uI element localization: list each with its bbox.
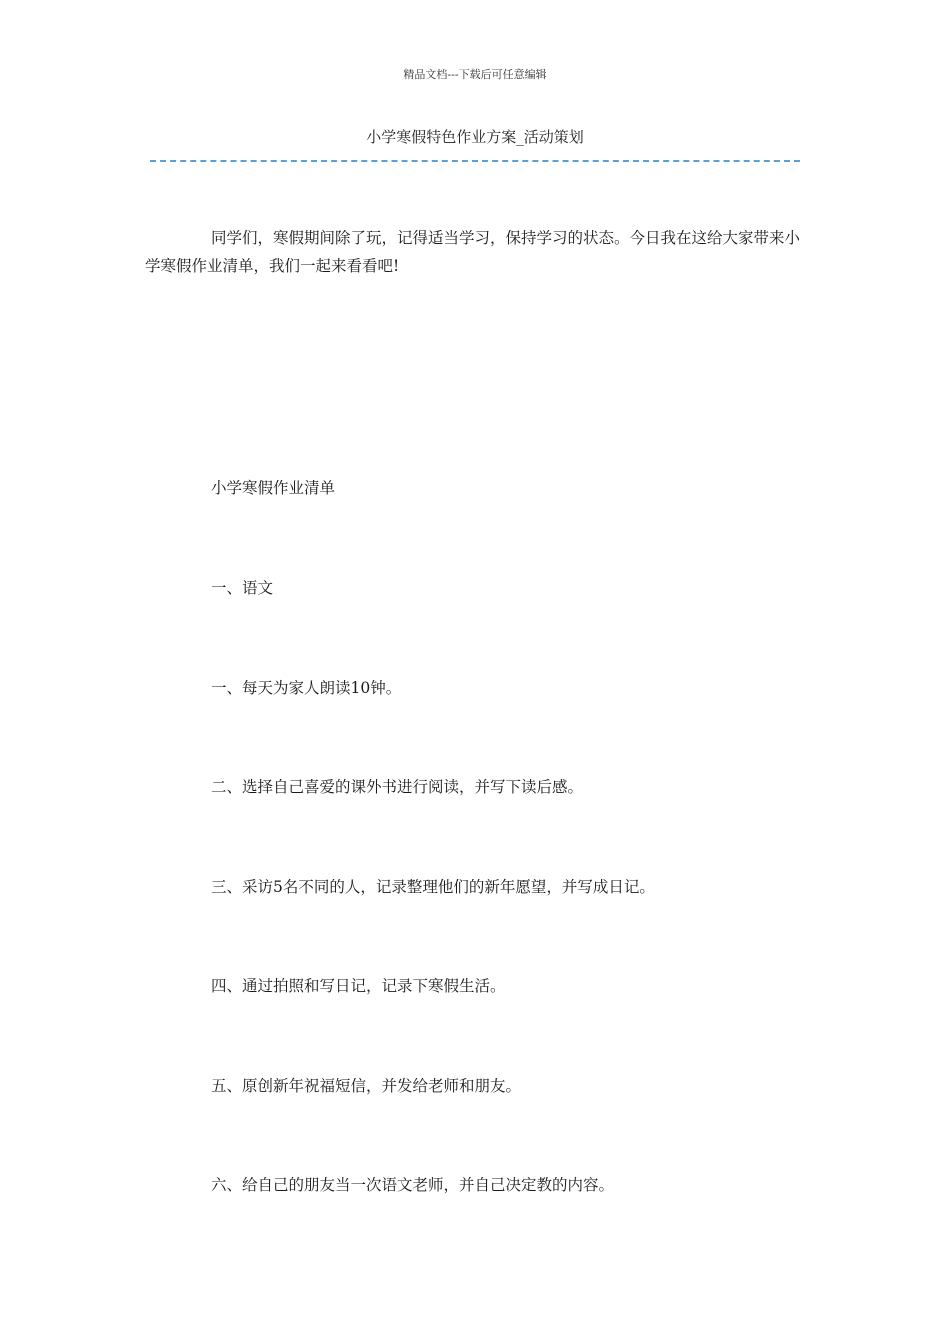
title-divider [150, 160, 800, 162]
document-title: 小学寒假特色作业方案_活动策划 [366, 128, 584, 146]
section-heading: 小学寒假作业清单 [211, 479, 336, 497]
subject-heading: 一、语文 [211, 579, 274, 597]
list-item: 五、原创新年祝福短信，并发给老师和朋友。 [211, 1077, 522, 1095]
list-item: 二、选择自己喜爱的课外书进行阅读，并写下读后感。 [211, 778, 584, 796]
list-item: 三、采访5名不同的人，记录整理他们的新年愿望，并写成日记。 [211, 878, 655, 896]
intro-paragraph: 同学们，寒假期间除了玩，记得适当学习，保持学习的状态。今日我在这给大家带来小学寒假作业清单，我们一起来看看吧! [145, 229, 801, 275]
list-item: 六、给自己的朋友当一次语文老师，并自己决定教的内容。 [211, 1176, 615, 1194]
list-item: 四、通过拍照和写日记，记录下寒假生活。 [211, 977, 506, 995]
header-note: 精品文档---下载后可任意编辑 [403, 68, 547, 81]
list-item: 一、每天为家人朗读10钟。 [211, 679, 402, 697]
